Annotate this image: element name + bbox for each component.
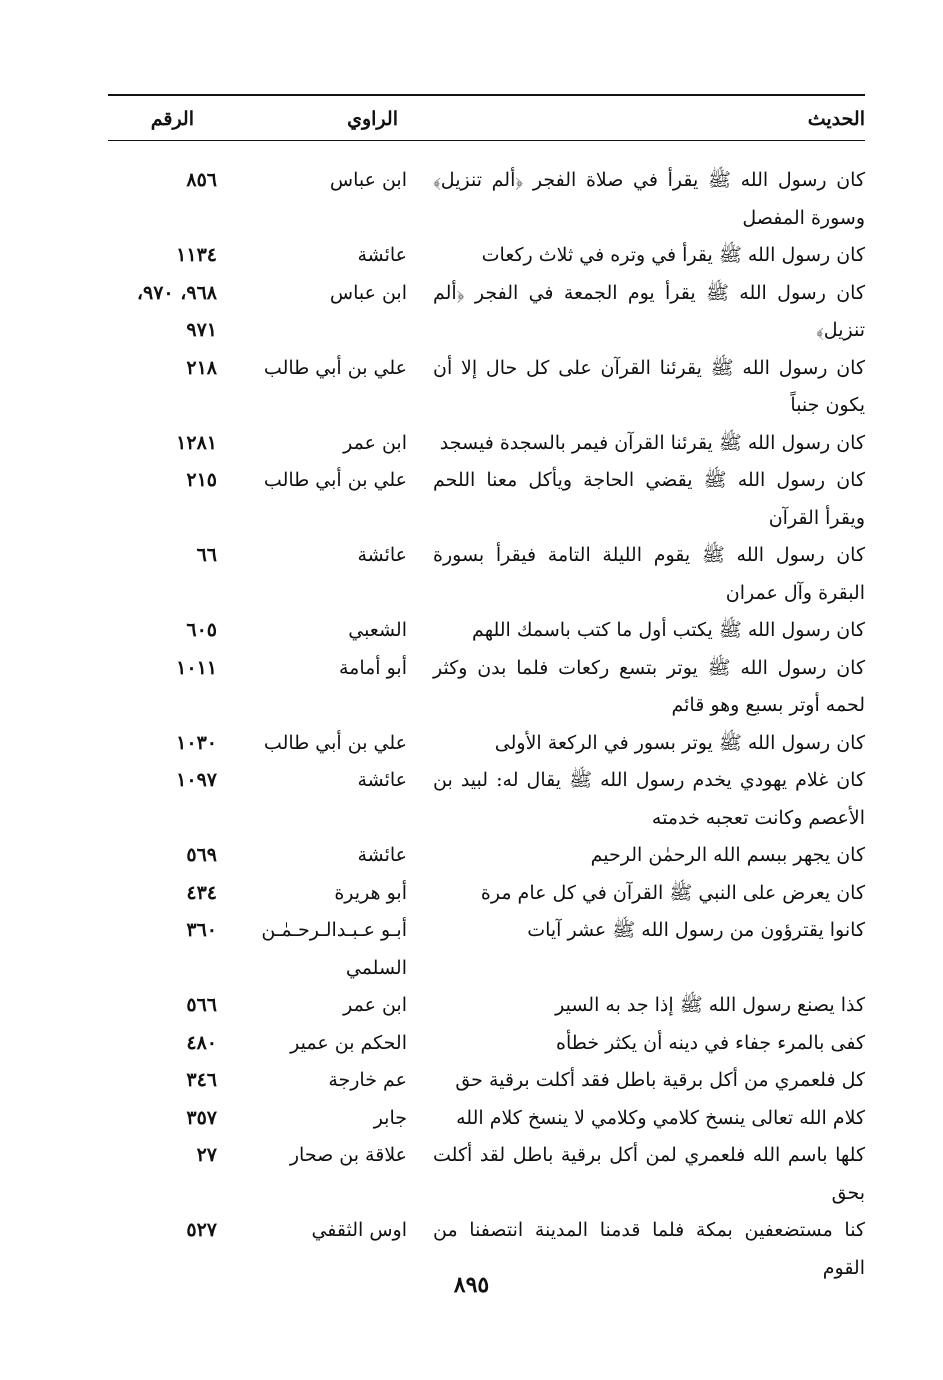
table-header	[108, 100, 865, 138]
hadith-text: كان رسول الله ﷺ يقضي الحاجة ويأكل معنا اللحم ويقرأ القرآن	[433, 469, 865, 529]
list-item	[108, 537, 865, 612]
header-narrator: الراوي	[347, 108, 398, 130]
narrator: اوس الثقفي	[311, 1219, 407, 1241]
hadith-text: كل فلعمري من أكل برقية باطل فقد أكلت برقية حق	[455, 1069, 865, 1091]
narrator: عائشة	[357, 769, 407, 791]
list-item	[108, 425, 865, 463]
list-item	[108, 462, 865, 537]
narrator: علي بن أبي طالب	[263, 469, 407, 491]
hadith-number: ١١٣٤	[176, 244, 217, 266]
list-item	[108, 912, 865, 987]
hadith-text: كان رسول الله ﷺ يوتر بسور في الركعة الأولى	[494, 731, 865, 754]
narrator: الشعبي	[348, 619, 407, 641]
narrator: الحكم بن عمير	[290, 1031, 407, 1054]
hadith-number: ٤٣٤	[186, 881, 217, 904]
hadith-number: ١٠٣٠	[176, 731, 217, 754]
hadith-number: ١٢٨١	[176, 431, 217, 454]
narrator: علاقة بن صحار	[289, 1144, 407, 1166]
hadith-text: كذا يصنع رسول الله ﷺ إذا جد به السير	[555, 994, 865, 1016]
list-item	[108, 350, 865, 425]
narrator: ابن عباس	[329, 281, 407, 304]
hadith-number: ٥٦٩	[186, 844, 217, 866]
list-item	[108, 1025, 865, 1063]
list-item	[108, 237, 865, 275]
hadith-number: ٥٦٦	[186, 994, 217, 1016]
list-item	[108, 762, 865, 837]
narrator: عائشة	[357, 844, 407, 866]
hadith-text: كنا مستضعفين بمكة فلما قدمنا المدينة انتصفنا من القوم	[433, 1219, 865, 1279]
list-item	[108, 275, 865, 350]
top-rule	[108, 94, 865, 96]
hadith-text: كان رسول الله ﷺ يقرئنا القرآن على كل حال إلا أن يكون جنباً	[433, 356, 865, 416]
hadith-text: كلها باسم الله فلعمري لمن أكل برقية باطل لقد أكلت بحق	[433, 1144, 865, 1204]
hadith-text: كان رسول الله ﷺ يقرأ في وتره في ثلاث ركعات	[481, 244, 865, 266]
narrator: عائشة	[357, 544, 407, 566]
list-item	[108, 162, 865, 237]
list-item	[108, 725, 865, 763]
hadith-text: كان يعرض على النبي ﷺ القرآن في كل عام مرة	[480, 881, 865, 904]
hadith-number: ٤٨٠	[186, 1031, 217, 1054]
list-item	[108, 837, 865, 875]
list-item	[108, 1137, 865, 1212]
list-item	[108, 1100, 865, 1138]
narrator: ابن عمر	[343, 431, 407, 454]
hadith-number: ٩٦٨، ٩٧٠، ٩٧١	[136, 281, 217, 341]
header-number: الرقم	[150, 108, 194, 130]
hadith-number: ٣٦٠	[186, 919, 217, 941]
hadith-text: كلام الله تعالى ينسخ كلامي وكلامي لا ينسخ كلام الله	[456, 1106, 865, 1129]
hadith-text: كان رسول الله ﷺ يقرأ في صلاة الفجر ﴿ألم تنزيل﴾ وسورة المفصل	[433, 169, 865, 229]
narrator: أبو أمامة	[338, 656, 407, 679]
narrator: عائشة	[357, 244, 407, 266]
hadith-text: كان يجهر ببسم الله الرحمٰن الرحيم	[590, 844, 865, 866]
narrator: أبـو عـبـدالـرحـمٰـن السلمي	[261, 919, 407, 979]
hadith-number: ٣٥٧	[186, 1106, 217, 1129]
hadith-text: كان رسول الله ﷺ يكتب أول ما كتب باسمك اللهم	[472, 619, 865, 641]
narrator: ابن عمر	[343, 994, 407, 1016]
hadith-text: كفى بالمرء جفاء في دينه أن يكثر خطأه	[555, 1031, 865, 1054]
hadith-number: ٢١٨	[186, 356, 217, 379]
list-item	[108, 650, 865, 725]
narrator: علي بن أبي طالب	[263, 356, 407, 379]
narrator: جابر	[373, 1106, 407, 1129]
hadith-number: ١٠٩٧	[176, 769, 217, 791]
list-item	[108, 1062, 865, 1100]
hadith-index-list	[108, 162, 865, 1287]
hadith-text: كان رسول الله ﷺ يقرئنا القرآن فيمر بالسجدة فيسجد	[439, 431, 865, 454]
list-item	[108, 612, 865, 650]
hadith-text: كان غلام يهودي يخدم رسول الله ﷺ يقال له: لبيد بن الأعصم وكانت تعجبه خدمته	[433, 769, 865, 829]
hadith-number: ٦٦	[196, 544, 217, 566]
page-number: ٨٩٥	[453, 1272, 490, 1298]
hadith-number: ٥٢٧	[186, 1219, 217, 1241]
narrator: أبو هريرة	[334, 881, 407, 904]
list-item	[108, 875, 865, 913]
hadith-number: ٢٧	[196, 1144, 217, 1166]
hadith-text: كان رسول الله ﷺ يقرأ يوم الجمعة في الفجر ﴿ألم تنزيل﴾	[433, 281, 865, 341]
hadith-text: كان رسول الله ﷺ يقوم الليلة التامة فيقرأ بسورة البقرة وآل عمران	[433, 544, 865, 604]
hadith-text: كانوا يقترؤون من رسول الله ﷺ عشر آيات	[527, 919, 865, 941]
header-rule	[108, 140, 865, 141]
hadith-number: ١٠١١	[176, 656, 217, 679]
hadith-number: ٨٥٦	[186, 169, 217, 191]
narrator: عم خارجة	[328, 1069, 407, 1091]
header-hadith: الحديث	[807, 108, 865, 130]
narrator: ابن عباس	[329, 169, 407, 191]
narrator: علي بن أبي طالب	[263, 731, 407, 754]
list-item	[108, 987, 865, 1025]
hadith-number: ٢١٥	[186, 469, 217, 491]
hadith-number: ٦٠٥	[186, 619, 217, 641]
hadith-text: كان رسول الله ﷺ يوتر بتسع ركعات فلما بدن وكثر لحمه أوتر بسبع وهو قائم	[433, 656, 865, 716]
hadith-number: ٣٤٦	[186, 1069, 217, 1091]
